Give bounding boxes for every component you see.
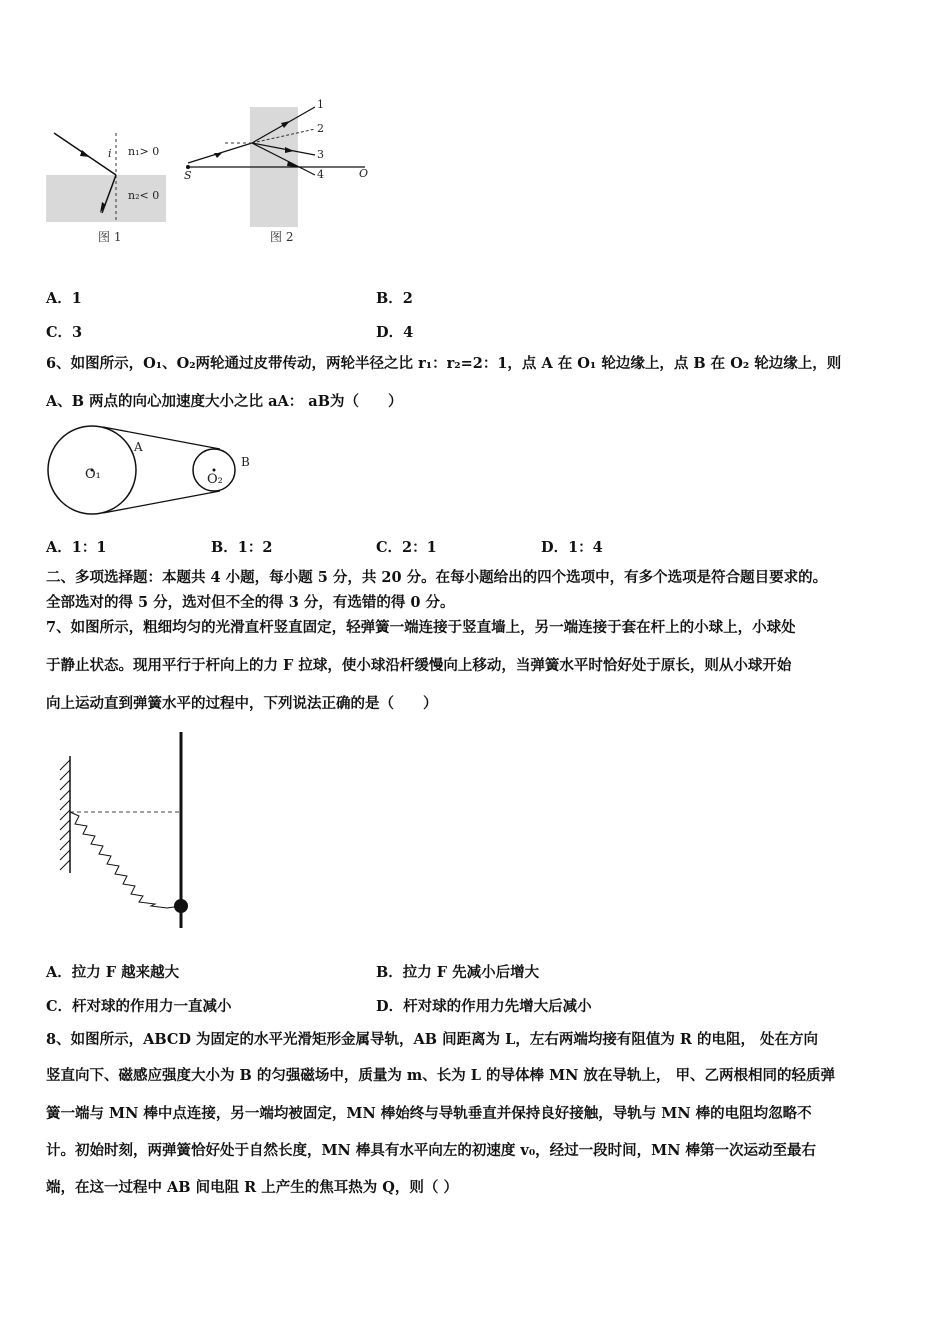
angle-label: i [108, 147, 112, 160]
q5-option-b: B．2 [376, 290, 413, 307]
q7-option-b: B．拉力 F 先减小后增大 [376, 964, 540, 981]
q6-line-2: A、B 两点的向心加速度大小之比 aA： aB为（ ） [46, 393, 403, 410]
q6-option-c: C．2：1 [376, 539, 437, 556]
q8-line-4: 计。初始时刻，两弹簧恰好处于自然长度，MN 棒具有水平向左的初速度 v₀，经过一段时间，MN 棒第一次运动至最右 [46, 1142, 817, 1159]
q7-option-a: A．拉力 F 越来越大 [46, 964, 180, 981]
q7-line-1: 7、如图所示，粗细均匀的光滑直杆竖直固定，轻弹簧一端连接于竖直墙上，另一端连接于套在杆上的小球上，小球处 [46, 619, 796, 636]
point-a-label: A [134, 440, 143, 454]
q7-line-3: 向上运动直到弹簧水平的过程中，下列说法正确的是（ ） [46, 695, 438, 712]
figure-1-caption: 图 1 [98, 230, 122, 244]
q8-line-2: 竖直向下、磁感应强度大小为 B 的匀强磁场中，质量为 m、长为 L 的导体棒 MN 放在导轨上， 甲、乙两根相同的轻质弹 [46, 1067, 835, 1084]
figure-2-caption: 图 2 [270, 230, 294, 244]
ray-3-label: 3 [317, 148, 324, 161]
ray-4-label: 4 [317, 168, 324, 181]
o-label: O [359, 167, 369, 180]
point-b-label: B [241, 455, 250, 469]
figure-1-refraction [40, 95, 180, 255]
q5-option-d: D．4 [376, 324, 414, 341]
q6-option-d: D．1：4 [541, 539, 603, 556]
q8-line-1: 8、如图所示，ABCD 为固定的水平光滑矩形金属导轨，AB 间距离为 L，左右两端均接有阻值为 R 的电阻， 处在方向 [46, 1031, 819, 1048]
q8-line-3: 簧一端与 MN 棒中点连接，另一端均被固定，MN 棒始终与导轨垂直并保持良好接触，导轨与 MN 棒的电阻均忽略不 [46, 1105, 812, 1122]
q6-line-1: 6、如图所示，O₁、O₂两轮通过皮带传动，两轮半径之比 r₁：r₂=2：1，点 A 在 O₁ 轮边缘上，点 B 在 O₂ 轮边缘上，则 [46, 355, 842, 372]
n2-label: n₂< 0 [128, 189, 160, 202]
s-label: S [184, 169, 192, 182]
q6-option-a: A．1：1 [46, 539, 107, 556]
q7-option-d: D．杆对球的作用力先增大后减小 [376, 998, 592, 1015]
q6-pulley-figure [40, 420, 270, 525]
q8-line-5: 端，在这一过程中 AB 间电阻 R 上产生的焦耳热为 Q，则（ ） [46, 1179, 458, 1196]
q7-option-c: C．杆对球的作用力一直减小 [46, 998, 232, 1015]
o2-label: O₂ [207, 472, 223, 487]
n1-label: n₁> 0 [128, 145, 160, 158]
ray-2-label: 2 [317, 122, 324, 135]
q7-spring-figure [55, 728, 205, 933]
figure-2-rays [180, 95, 380, 255]
q6-option-b: B．1：2 [211, 539, 273, 556]
section-2-line-1: 二、多项选择题：本题共 4 小题，每小题 5 分，共 20 分。在每小题给出的四个选项中，有多个选项是符合题目要求的。 [46, 569, 828, 586]
q7-line-2: 于静止状态。现用平行于杆向上的力 F 拉球，使小球沿杆缓慢向上移动，当弹簧水平时恰好处于原长，则从小球开始 [46, 657, 792, 674]
section-2-line-2: 全部选对的得 5 分，选对但不全的得 3 分，有选错的得 0 分。 [46, 594, 455, 611]
ray-1-label: 1 [317, 98, 324, 111]
o1-label: O₁ [85, 467, 101, 482]
q5-option-c: C．3 [46, 324, 83, 341]
q5-option-a: A．1 [46, 290, 82, 307]
